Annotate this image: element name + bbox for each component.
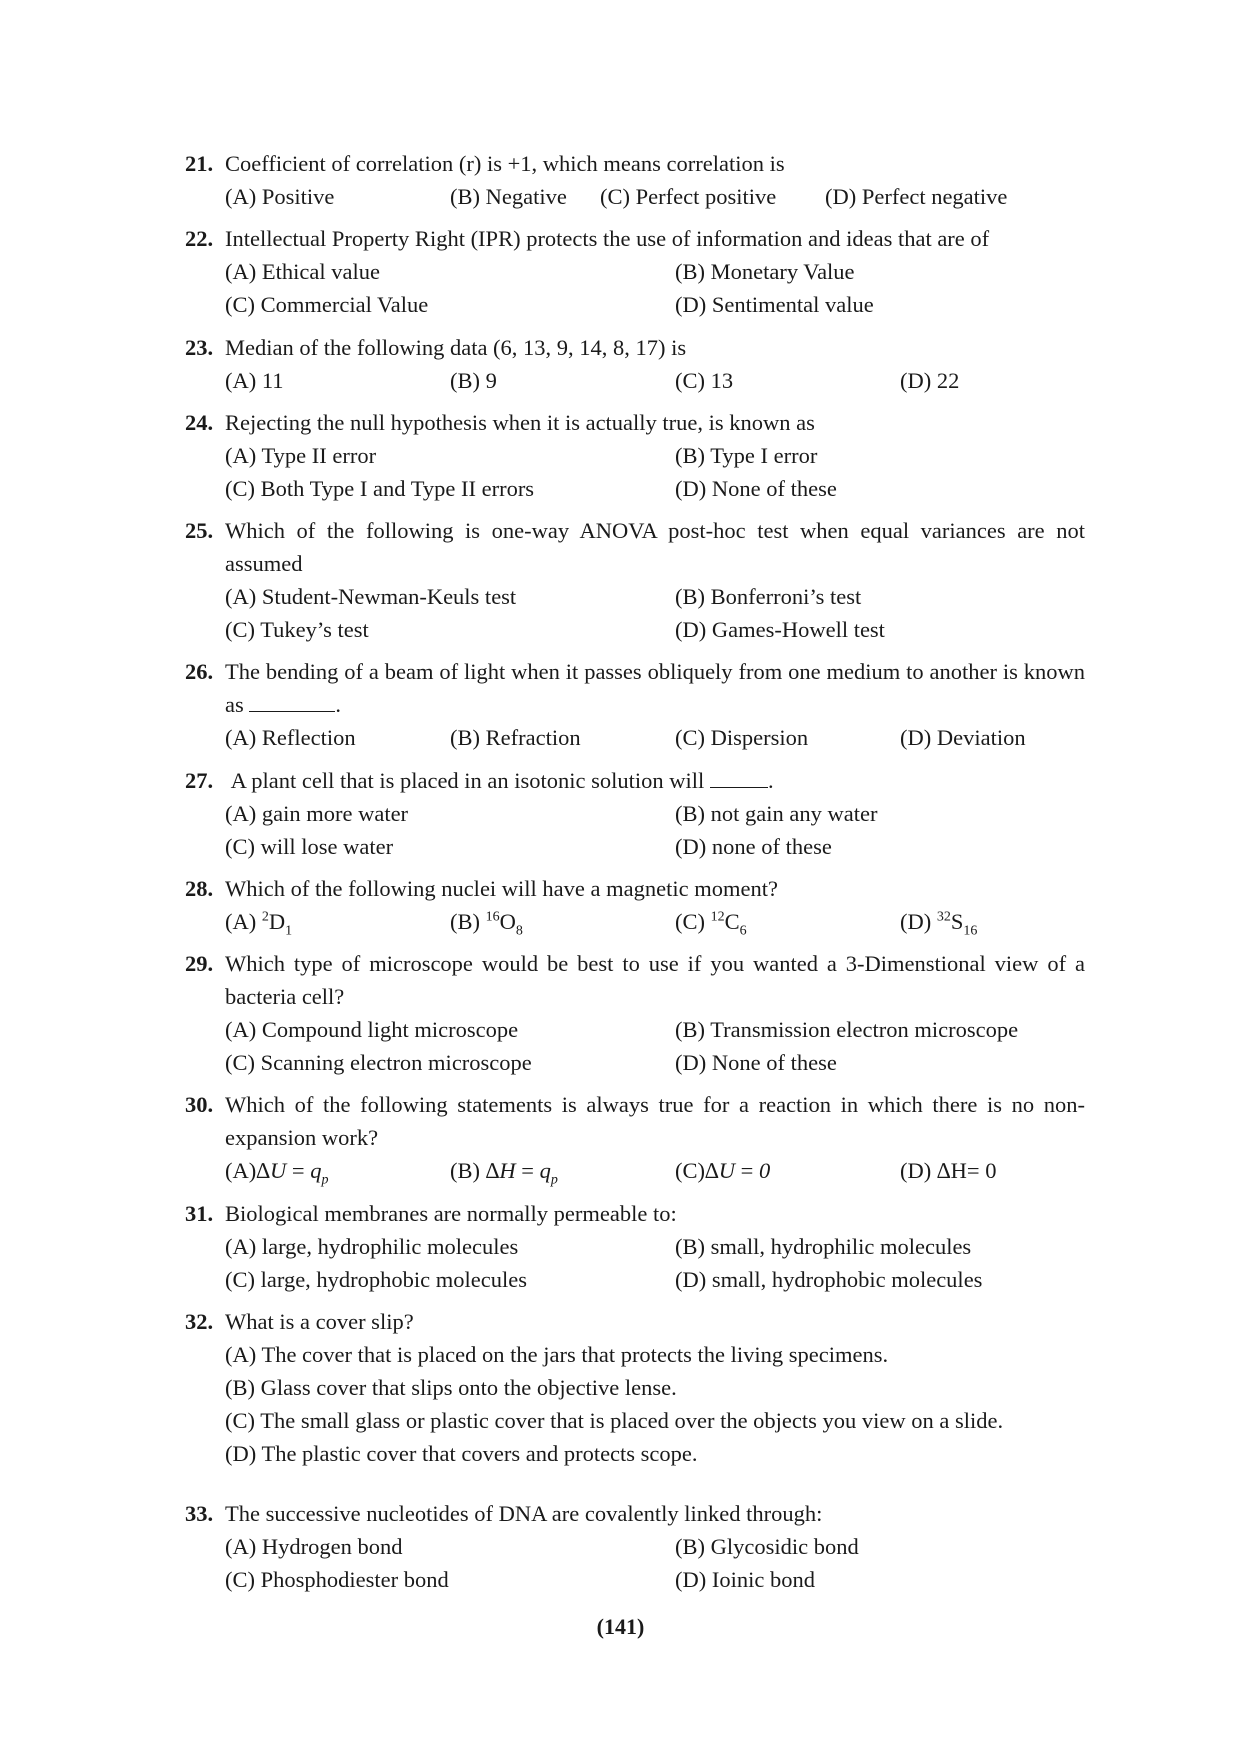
option-b: (B) Negative [450,184,567,209]
option-c: (C) Commercial Value [225,292,429,317]
option-a: (A) Positive [225,184,335,209]
question-number: 28. [185,876,214,901]
option-b: (B) Bonferroni’s test [675,584,862,609]
question-number: 25. [185,518,214,543]
option-d: (D) Deviation [900,725,1026,750]
option-d: (D) Perfect negative [825,184,1008,209]
question-text: Which type of microscope would be best to use if you wanted a 3-Dimenstional view of a bacteria cell? [225,951,1085,1009]
option-b: (B) Glass cover that slips onto the objective lense. [225,1375,677,1400]
question-number: 33. [185,1501,214,1526]
question-22 [185,222,1085,321]
question-text: A plant cell that is placed in an isotonic solution will [230,768,705,793]
option-b: (B) Monetary Value [675,259,855,284]
option-b: (B) Type I error [675,443,818,468]
option-d: (D) Ioinic bond [675,1567,815,1592]
option-c: (C) Scanning electron microscope [225,1050,532,1075]
question-31 [185,1197,1085,1296]
question-text: The bending of a beam of light when it passes obliquely from one medium to another is known as [225,659,1085,717]
page-number: (141) [596,1614,645,1639]
option-c: (C) Tukey’s test [225,617,369,642]
question-27: 27. A plant cell that is placed in an isotonic solution will . (A) gain more water (B) not gain any water (C) will lose water (D) none of these [185,764,1085,863]
option-b: (B) 9 [450,368,497,393]
option-a: (A) $^2D_1$ [225,909,293,939]
option-c: (C) Perfect positive [600,184,777,209]
question-33 [185,1497,1085,1596]
question-26: 26. The bending of a beam of light when it passes obliquely from one medium to another is known as . (A) Reflection (B) Refraction (C) Dispersion (D) Deviation [185,655,1085,754]
option-d: (D) None of these [675,1050,837,1075]
question-text: Coefficient of correlation (r) is +1, which means correlation is [225,151,785,176]
option-d: (D) 22 [900,368,960,393]
option-a: (A) Ethical value [225,259,380,284]
option-a: (A) gain more water [225,801,409,826]
option-a: (A) large, hydrophilic molecules [225,1234,519,1259]
question-21 [185,147,1085,213]
option-d: (D) Sentimental value [675,292,874,317]
option-c: (C) 13 [675,368,734,393]
option-a: (A) Hydrogen bond [225,1534,403,1559]
option-d: (D) $^{32}S_{16}$ [900,909,978,939]
option-d: (D) small, hydrophobic molecules [675,1267,983,1292]
option-b: (B) Glycosidic bond [675,1534,859,1559]
question-25 [185,514,1085,646]
question-text: Biological membranes are normally permeable to: [225,1201,677,1226]
option-c: (C) will lose water [225,834,394,859]
answer-blank [249,691,335,712]
option-c: (C) $^{12}C_6$ [675,909,747,939]
question-number: 29. [185,951,214,976]
question-29 [185,947,1085,1079]
question-text: The successive nucleotides of DNA are covalently linked through: [225,1501,823,1526]
option-d: (D) ∆H= 0 [900,1158,997,1183]
answer-blank [710,767,768,788]
option-b: (B) not gain any water [675,801,878,826]
question-24 [185,406,1085,505]
question-23 [185,331,1085,397]
question-number: 21. [185,151,214,176]
option-b: (B) $^{16}O_8$ [450,909,523,939]
question-text: What is a cover slip? [225,1309,414,1334]
question-text: Intellectual Property Right (IPR) protects the use of information and ideas that are of [225,226,990,251]
question-text: Rejecting the null hypothesis when it is actually true, is known as [225,410,815,435]
option-a: (A) 11 [225,368,284,393]
question-text: Which of the following statements is always true for a reaction in which there is no non-expansion work? [225,1092,1085,1150]
question-number: 27. [185,768,214,793]
option-a: (A) Student-Newman-Keuls test [225,584,517,609]
question-text: Which of the following nuclei will have a magnetic moment? [225,876,778,901]
option-d: (D) none of these [675,834,832,859]
question-number: 32. [185,1309,214,1334]
option-c: (C) Phosphodiester bond [225,1567,449,1592]
question-number: 23. [185,335,214,360]
option-b: (B) $\Delta H = q_p$ [450,1158,558,1188]
question-number: 22. [185,226,214,251]
question-number: 30. [185,1092,214,1117]
question-number: 24. [185,410,214,435]
question-32 [185,1305,1085,1470]
option-b: (B) Refraction [450,725,581,750]
question-text: Which of the following is one-way ANOVA post-hoc test when equal variances are not assumed [225,518,1085,576]
option-d: (D) None of these [675,476,837,501]
option-a: (A) Reflection [225,725,356,750]
question-number: 31. [185,1201,214,1226]
option-c: (C)∆U = 0 [675,1158,771,1183]
option-b: (B) small, hydrophilic molecules [675,1234,972,1259]
option-c: (C) The small glass or plastic cover that is placed over the objects you view on a slide. [225,1408,1004,1433]
option-c: (C) Dispersion [675,725,809,750]
option-d: (D) The plastic cover that covers and protects scope. [225,1441,698,1466]
option-b: (B) Transmission electron microscope [675,1017,1019,1042]
question-text: Median of the following data (6, 13, 9, 14, 8, 17) is [225,335,687,360]
option-a: (A) Type II error [225,443,377,468]
question-28 [185,872,1085,938]
option-c: (C) large, hydrophobic molecules [225,1267,528,1292]
option-d: (D) Games-Howell test [675,617,885,642]
question-30 [185,1088,1085,1187]
question-number: 26. [185,659,214,684]
option-a: $(A)\Delta U = q_p$ [225,1158,329,1188]
option-a: (A) Compound light microscope [225,1017,519,1042]
option-c: (C) Both Type I and Type II errors [225,476,535,501]
option-a: (A) The cover that is placed on the jars that protects the living specimens. [225,1342,889,1367]
